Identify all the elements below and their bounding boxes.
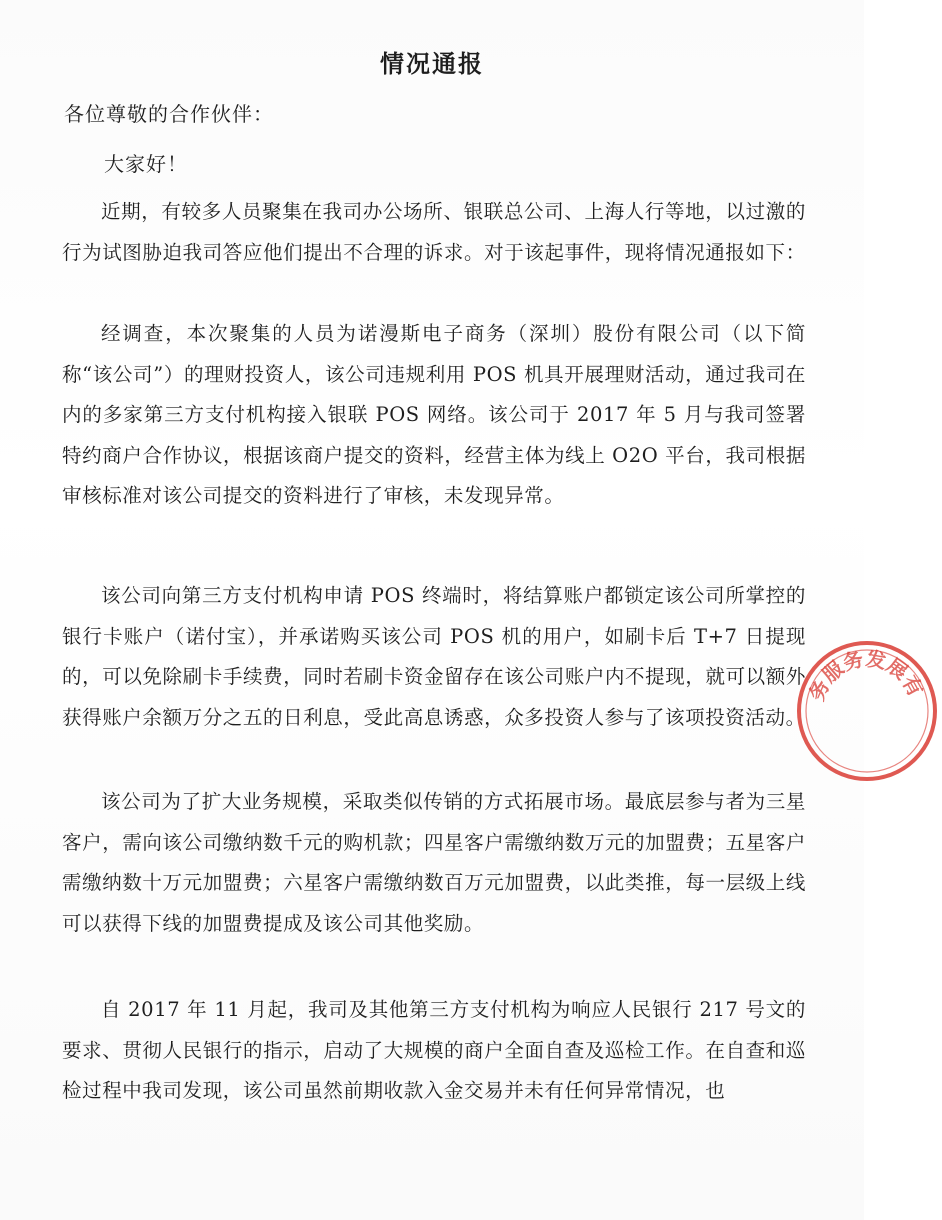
salutation: 各位尊敬的合作伙伴：: [64, 102, 274, 126]
greeting: 大家好！: [104, 152, 188, 176]
document-title: 情况通报: [380, 49, 484, 78]
company-seal-stamp: [792, 636, 942, 786]
seal-lettering: [804, 646, 928, 704]
paragraph-5: 自 2017 年 11 月起，我司及其他第三方支付机构为响应人民银行 217 号文的要求、贯彻人民银行的指示，启动了大规模的商户全面自查及巡检工作。在自查和巡检过程中我司发现，该公司虽然前期收款入金交易并未有任何异常情况，也: [62, 998, 806, 1102]
paragraph-4: 该公司为了扩大业务规模，采取类似传销的方式拓展市场。最底层参与者为三星客户，需向该公司缴纳数千元的购机款；四星客户需缴纳数万元的加盟费；五星客户需缴纳数十万元加盟费；六星客户需缴纳数百万元加盟费，以此类推，每一层级上线可以获得下线的加盟费提成及该公司其他奖励。: [62, 790, 806, 935]
paragraph-2: 经调查，本次聚集的人员为诺漫斯电子商务（深圳）股份有限公司（以下简称“该公司”）的理财投资人，该公司违规利用 POS 机具开展理财活动，通过我司在内的多家第三方支付机构接入银联 POS 网络。该公司于 2017 年 5 月与我司签署特约商户合作协议，根据该商户提交的资料，经营主体为线上 O2O 平台，我司根据审核标准对该公司提交的资料进行了审核，未发现异常。: [62, 322, 806, 507]
paragraph-3: 该公司向第三方支付机构申请 POS 终端时，将结算账户都锁定该公司所掌控的银行卡账户（诺付宝），并承诺购买该公司 POS 机的用户，如刷卡后 T+7 日提现的，可以免除刷卡手续费，同时若刷卡资金留存在该公司账户内不提现，就可以额外获得账户余额万分之五的日利息，受此高息诱惑，众多投资人参与了该项投资活动。: [62, 584, 806, 729]
paragraph-1: 近期，有较多人员聚集在我司办公场所、银联总公司、上海人行等地，以过激的行为试图胁迫我司答应他们提出不合理的诉求。对于该起事件，现将情况通报如下：: [62, 200, 806, 264]
seal-text: 务服务发展有: [804, 646, 928, 705]
